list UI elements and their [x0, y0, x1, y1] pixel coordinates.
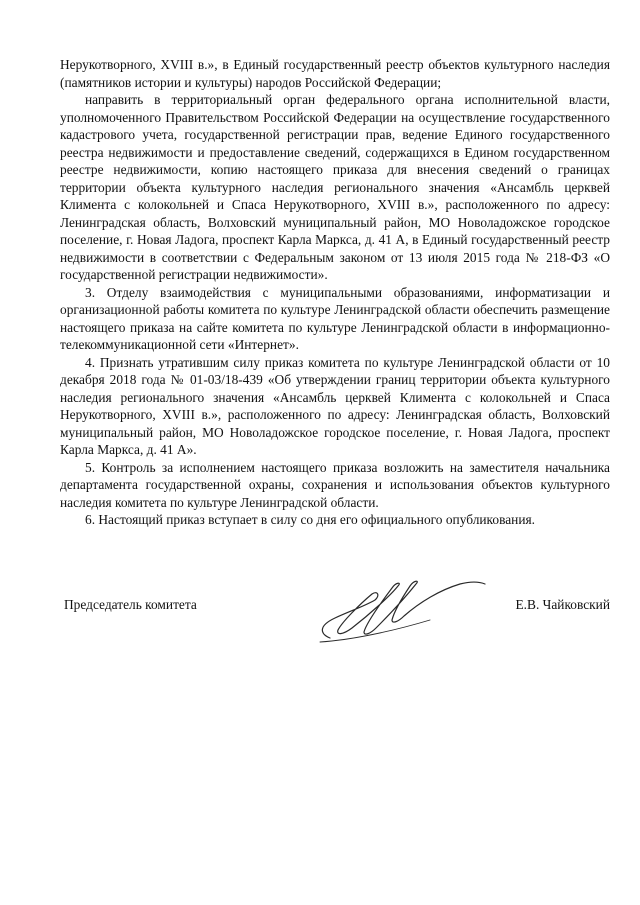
- paragraph-item-6: 6. Настоящий приказ вступает в силу со дня его официального опубликования.: [85, 512, 535, 527]
- signatory-title: Председатель комитета: [64, 597, 197, 612]
- paragraph-send-to-registry: направить в территориальный орган федерального органа исполнительной власти, уполномоченного Правительством Российской Федерации на осуществление государственного кадастрового учета, государственной регистрации прав, ведение Единого государственного реестра недвижимости и предоставление сведений, содержащихся в Едином государственном реестре недвижимости, копию настоящего приказа для внесения сведений о границах территории объекта культурного наследия регионального значения «Ансамбль церквей Климента с колокольней и Спаса Нерукотворного, XVIII в.», расположенного по адресу: Ленинградская область, Волховский муниципальный район, МО Новоладожское городское поселение, г. Новая Ладога, проспект Карла Маркса, д. 41 А, в Единый государственный реестр недвижимости в соответствии с Федеральным законом от 13 июля 2015 года № 218-ФЗ «О государственной регистрации недвижимости».: [60, 92, 610, 282]
- paragraph-continuation: Нерукотворного, XVIII в.», в Единый государственный реестр объектов культурного наследия (памятников истории и культуры) народов Российской Федерации;: [60, 57, 610, 90]
- signature-block: [60, 596, 610, 656]
- document-body: [60, 56, 610, 529]
- handwritten-signature: [280, 576, 500, 656]
- paragraph-item-4: 4. Признать утратившим силу приказ комитета по культуре Ленинградской области от 10 декабря 2018 года № 01-03/18-439 «Об утверждении границ территории объекта культурного наследия регионального значения «Ансамбль церквей Климента с колокольней и Спаса Нерукотворного, XVIII в.», расположенного по адресу: Ленинградская область, Волховский муниципальный район, МО Новоладожское городское поселение, г. Новая Ладога, проспект Карла Маркса, д. 41 А».: [60, 354, 610, 457]
- paragraph-item-3: 3. Отделу взаимодействия с муниципальными образованиями, информатизации и организационной работы комитета по культуре Ленинградской области обеспечить размещение настоящего приказа на сайте комитета по культуре Ленинградской области в информационно-телекоммуникационной сети «Интернет».: [60, 284, 610, 352]
- signatory-name: Е.В. Чайковский: [515, 597, 610, 612]
- paragraph-item-5: 5. Контроль за исполнением настоящего приказа возложить на заместителя начальника департамента государственной охраны, сохранения и использования объектов культурного наследия комитета по культуре Ленинградской области.: [60, 459, 610, 510]
